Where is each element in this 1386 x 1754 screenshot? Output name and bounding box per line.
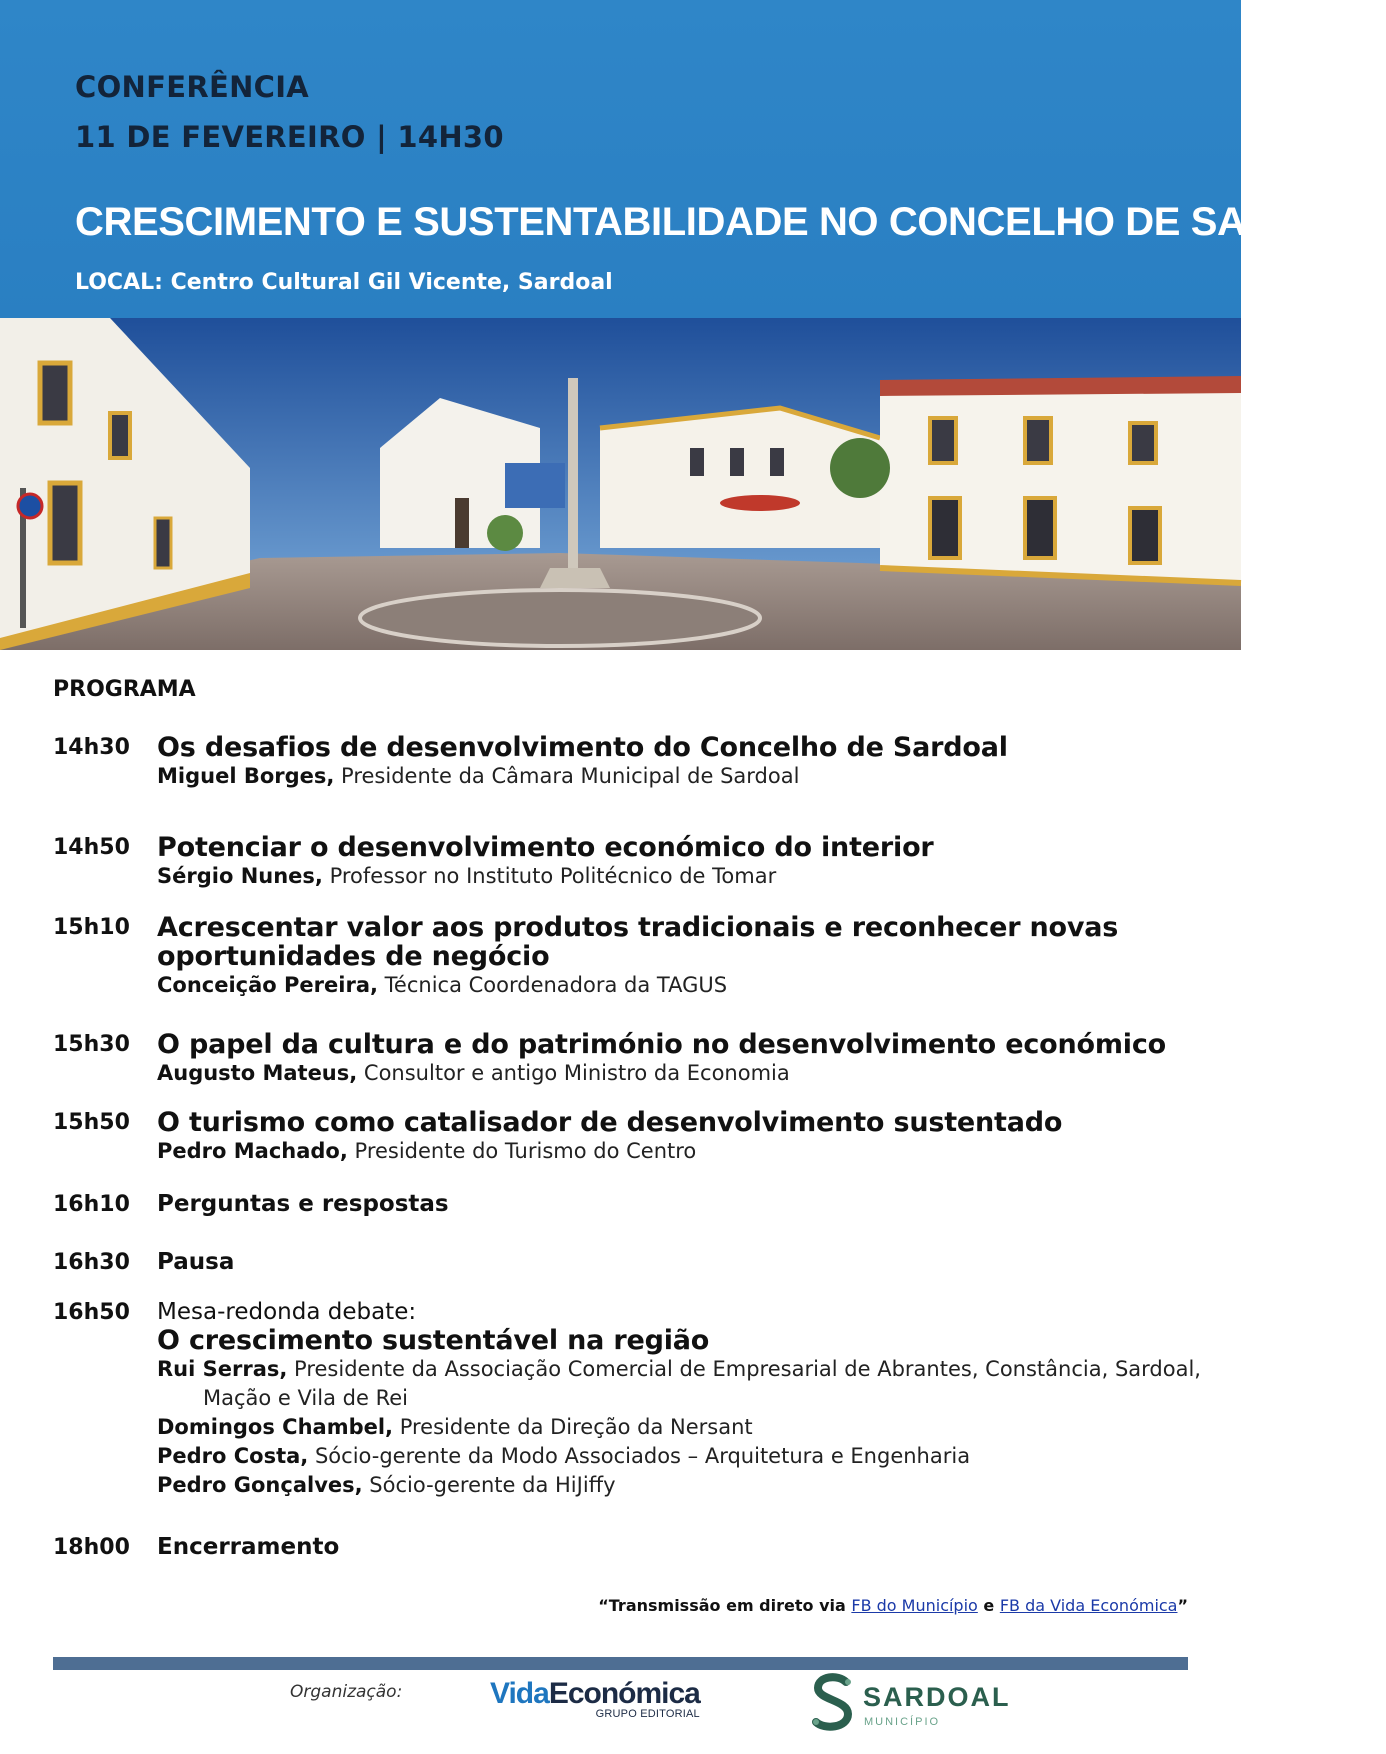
speaker-role: Presidente da Direção da Nersant [393, 1415, 753, 1439]
speaker-role: Sócio-gerente da Modo Associados – Arquitetura e Engenharia [308, 1444, 971, 1468]
item-time: 15h30 [53, 1032, 130, 1057]
item-body [157, 733, 1217, 791]
sardoal-subtitle: MUNICÍPIO [864, 1716, 941, 1728]
item-time: 15h50 [53, 1110, 130, 1135]
item-intro: Mesa-redonda debate: [157, 1299, 417, 1325]
speaker-name: Pedro Machado, [157, 1139, 348, 1163]
speaker [157, 1413, 1217, 1442]
item-title-line2: oportunidades de negócio [157, 941, 550, 972]
item-time: 14h50 [53, 835, 130, 860]
item-title: Pausa [157, 1249, 235, 1275]
speaker-role: Professor no Instituto Politécnico de Tomar [322, 864, 777, 888]
logo-economica: Económica [548, 1677, 700, 1710]
speaker [157, 762, 1217, 791]
speaker [157, 971, 1217, 1000]
item-title: Potenciar o desenvolvimento económico do interior [157, 832, 934, 863]
speaker-role: Sócio-gerente da HiJiffy [362, 1473, 616, 1497]
item-body [157, 1533, 1217, 1561]
item-time: 16h50 [53, 1300, 130, 1325]
speaker-role: Presidente da Câmara Municipal de Sardoal [334, 764, 800, 788]
speaker-name: Pedro Gonçalves, [157, 1473, 363, 1497]
item-title: Os desafios de desenvolvimento do Concelho de Sardoal [157, 732, 1008, 763]
item-title: Encerramento [157, 1534, 340, 1560]
event-type: CONFERÊNCIA [75, 70, 310, 104]
transmission-middle: e [977, 1596, 1000, 1615]
speaker-name: Augusto Mateus, [157, 1061, 358, 1085]
item-body [157, 1108, 1217, 1166]
item-title: O papel da cultura e do património no desenvolvimento económico [157, 1029, 1166, 1060]
event-date-time: 11 DE FEVEREIRO | 14H30 [75, 120, 504, 154]
item-body [157, 1298, 1217, 1500]
speaker [157, 1442, 1217, 1471]
speaker-name: Pedro Costa, [157, 1444, 309, 1468]
speaker-role: Presidente do Turismo do Centro [347, 1139, 697, 1163]
programme-heading: PROGRAMA [53, 677, 196, 702]
speaker [157, 1059, 1217, 1088]
item-title: O turismo como catalisador de desenvolvimento sustentado [157, 1107, 1063, 1138]
organizer-label: Organização: [290, 1682, 403, 1702]
item-time: 15h10 [53, 915, 130, 940]
fb-municipio-link[interactable]: FB do Município [851, 1596, 978, 1615]
event-title: CRESCIMENTO E SUSTENTABILIDADE NO CONCELHO DE SARDOAL [75, 200, 1386, 244]
speaker [157, 1355, 1217, 1413]
speaker-name: Sérgio Nunes, [157, 864, 323, 888]
speaker-role: Presidente da Associação Comercial de Empresarial de Abrantes, Constância, Sardoal, [287, 1357, 1201, 1381]
sardoal-name: SARDOAL [863, 1682, 1011, 1712]
speaker-name: Rui Serras, [157, 1357, 288, 1381]
item-body [157, 833, 1217, 891]
footer-divider [53, 1657, 1188, 1670]
transmission-prefix: “Transmissão em direto via [598, 1596, 852, 1615]
item-time: 14h30 [53, 735, 130, 760]
speaker-role: Consultor e antigo Ministro da Economia [357, 1061, 790, 1085]
item-time: 18h00 [53, 1535, 130, 1560]
town-square-photo [0, 318, 1241, 650]
speaker-role: Técnica Coordenadora da TAGUS [377, 973, 728, 997]
item-title-line1: Acrescentar valor aos produtos tradicionais e reconhecer novas [157, 912, 1119, 943]
sardoal-logo [808, 1670, 1011, 1736]
speaker-name: Conceição Pereira, [157, 973, 378, 997]
header-banner [0, 0, 1386, 318]
event-location: LOCAL: Centro Cultural Gil Vicente, Sardoal [75, 270, 613, 295]
item-body [157, 1190, 1217, 1218]
speaker-name: Domingos Chambel, [157, 1415, 394, 1439]
logo-subtitle: GRUPO EDITORIAL [595, 1708, 700, 1720]
speaker [157, 862, 1217, 891]
item-body [157, 1030, 1217, 1088]
item-time: 16h30 [53, 1250, 130, 1275]
item-title: O crescimento sustentável na região [157, 1325, 710, 1356]
logo-vida: Vida [490, 1677, 549, 1710]
speaker [157, 1137, 1217, 1166]
item-title: Perguntas e respostas [157, 1191, 449, 1217]
speaker-name: Miguel Borges, [157, 764, 335, 788]
item-body [157, 1248, 1217, 1276]
speaker-role-continued: Mação e Vila de Rei [203, 1386, 408, 1410]
speaker [157, 1471, 1217, 1500]
transmission-suffix: ” [1177, 1596, 1188, 1615]
vida-economica-logo [490, 1678, 700, 1720]
transmission-note [598, 1596, 1188, 1615]
item-body [157, 913, 1217, 1000]
item-time: 16h10 [53, 1192, 130, 1217]
sardoal-s-icon [808, 1672, 858, 1734]
fb-vida-economica-link[interactable]: FB da Vida Económica [999, 1596, 1178, 1615]
